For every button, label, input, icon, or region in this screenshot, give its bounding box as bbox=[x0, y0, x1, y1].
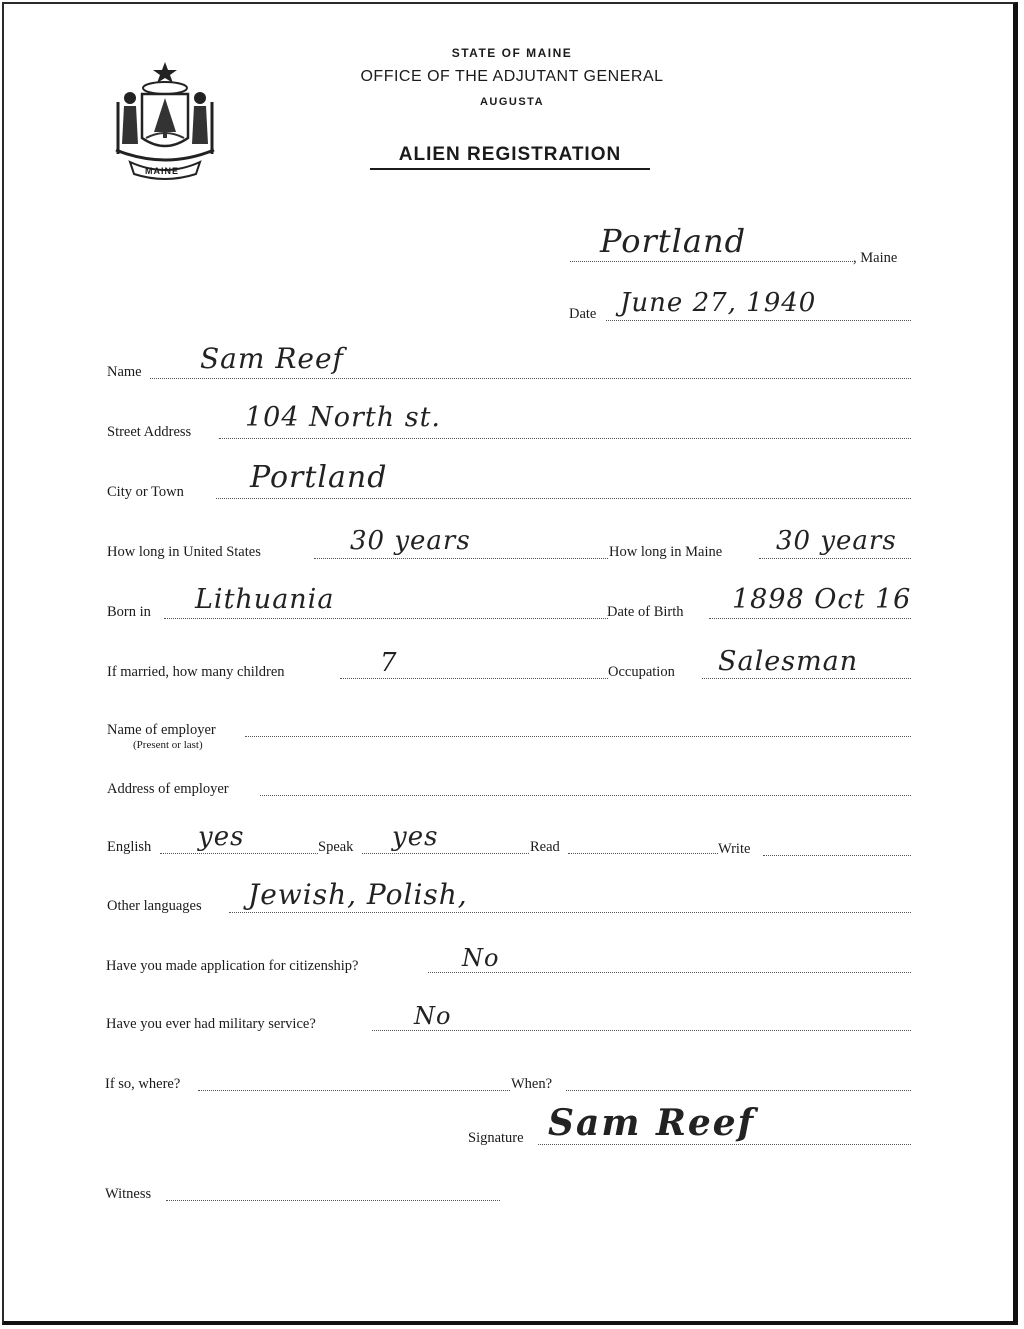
witness-label: Witness bbox=[105, 1186, 152, 1202]
other-languages-label: Other languages bbox=[107, 898, 202, 914]
born-in-value[interactable]: Lithuania bbox=[195, 584, 335, 615]
children-line bbox=[340, 678, 608, 679]
date-value[interactable]: June 27, 1940 bbox=[620, 288, 817, 318]
name-value[interactable]: Sam Reef bbox=[200, 342, 344, 375]
how-long-us-label: How long in United States bbox=[107, 544, 261, 560]
how-long-maine-line bbox=[759, 558, 911, 559]
read-label: Read bbox=[530, 839, 560, 855]
how-long-maine-value[interactable]: 30 years bbox=[776, 526, 897, 556]
read-line[interactable] bbox=[568, 853, 718, 854]
where-label: If so, where? bbox=[105, 1076, 181, 1092]
occupation-value[interactable]: Salesman bbox=[718, 646, 859, 677]
seal-label: MAINE bbox=[145, 166, 179, 176]
english-line bbox=[160, 853, 318, 854]
employer-sublabel: (Present or last) bbox=[133, 739, 203, 751]
witness-line[interactable] bbox=[166, 1200, 500, 1201]
when-label: When? bbox=[511, 1076, 553, 1092]
military-label: Have you ever had military service? bbox=[106, 1016, 316, 1032]
form-title: ALIEN REGISTRATION bbox=[370, 144, 650, 170]
header-city: AUGUSTA bbox=[479, 96, 545, 108]
write-label: Write bbox=[718, 841, 751, 857]
street-line bbox=[219, 438, 911, 439]
place-suffix: , Maine bbox=[853, 250, 898, 266]
header-state: STATE OF MAINE bbox=[451, 46, 573, 60]
employer-address-line[interactable] bbox=[260, 795, 911, 796]
how-long-maine-label: How long in Maine bbox=[609, 544, 723, 560]
city-line bbox=[216, 498, 911, 499]
occupation-line bbox=[702, 678, 911, 679]
dob-line bbox=[709, 618, 911, 619]
citizenship-value[interactable]: No bbox=[462, 944, 500, 972]
employer-label: Name of employer bbox=[107, 722, 216, 738]
other-languages-line bbox=[229, 912, 911, 913]
signature-label: Signature bbox=[468, 1130, 524, 1146]
dob-label: Date of Birth bbox=[607, 604, 684, 620]
how-long-us-line bbox=[314, 558, 608, 559]
children-value[interactable]: 7 bbox=[380, 648, 398, 678]
city-value[interactable]: Portland bbox=[250, 460, 388, 495]
when-line[interactable] bbox=[566, 1090, 911, 1091]
place-value[interactable]: Portland bbox=[600, 222, 747, 260]
header-office: OFFICE OF THE ADJUTANT GENERAL bbox=[360, 68, 664, 85]
signature-value[interactable]: Sam Reef bbox=[548, 1102, 756, 1144]
english-label: English bbox=[107, 839, 152, 855]
military-value[interactable]: No bbox=[414, 1002, 452, 1030]
place-line bbox=[570, 261, 853, 262]
english-value[interactable]: yes bbox=[198, 822, 245, 852]
city-label: City or Town bbox=[107, 484, 184, 500]
how-long-us-value[interactable]: 30 years bbox=[350, 526, 471, 556]
speak-line bbox=[362, 853, 529, 854]
employer-address-label: Address of employer bbox=[107, 781, 229, 797]
citizenship-line bbox=[428, 972, 911, 973]
where-line[interactable] bbox=[198, 1090, 510, 1091]
other-languages-value[interactable]: Jewish, Polish, bbox=[248, 878, 468, 911]
speak-value[interactable]: yes bbox=[392, 822, 439, 852]
date-label: Date bbox=[569, 306, 597, 322]
employer-line[interactable] bbox=[245, 736, 911, 737]
children-label: If married, how many children bbox=[107, 664, 285, 680]
write-line[interactable] bbox=[763, 855, 911, 856]
name-label: Name bbox=[107, 364, 142, 380]
street-value[interactable]: 104 North st. bbox=[245, 402, 442, 433]
occupation-label: Occupation bbox=[608, 664, 675, 680]
name-line bbox=[150, 378, 911, 379]
born-in-line bbox=[164, 618, 608, 619]
born-in-label: Born in bbox=[107, 604, 151, 620]
signature-line bbox=[538, 1144, 911, 1145]
dob-value[interactable]: 1898 Oct 16 bbox=[732, 584, 912, 615]
speak-label: Speak bbox=[318, 839, 354, 855]
date-line bbox=[606, 320, 911, 321]
military-line bbox=[372, 1030, 911, 1031]
street-label: Street Address bbox=[107, 424, 192, 440]
citizenship-label: Have you made application for citizenship? bbox=[106, 958, 359, 974]
